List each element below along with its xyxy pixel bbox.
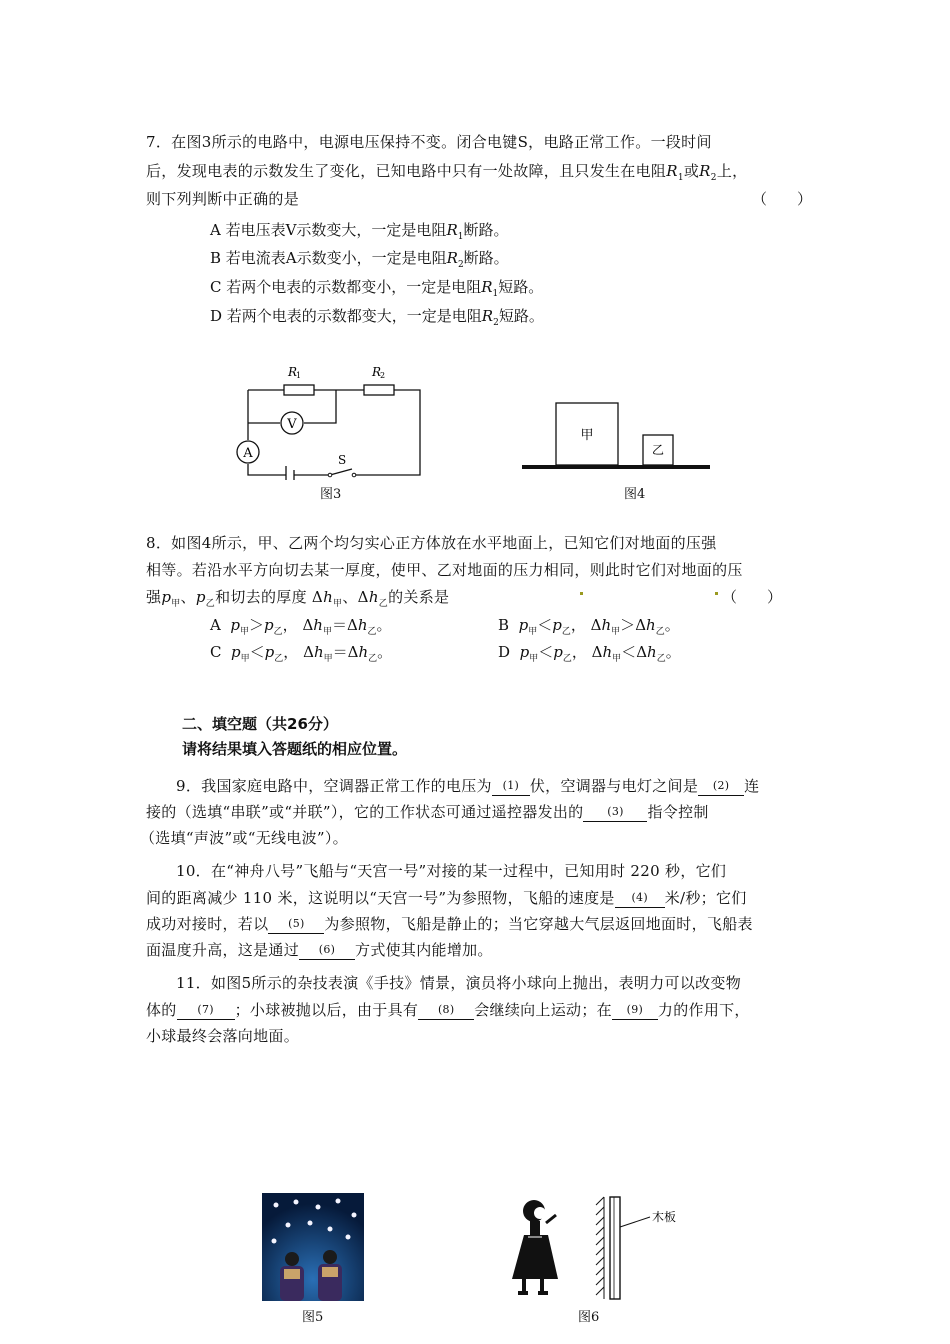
- svg-text:A: A: [243, 446, 253, 461]
- q9-line1: 9．我国家庭电路中，空调器正常工作的电压为 $^{(1)}$ 伏，空调器与电灯之间是 $^{(2)}$ 连: [176, 777, 760, 795]
- q11-line1: 11．如图5所示的杂技表演《手技》情景，演员将小球向上抛出，表明力可以改变物: [176, 974, 742, 992]
- q11-line2: 体的 $^{(7)}$ ；小球被抛以后，由于具有 $^{(8)}$ 会继续向上运动；在 $^{(9)}$ 力的作用下，: [146, 1001, 750, 1019]
- fig3-caption: 图3: [320, 487, 342, 502]
- q8-option-c: C $p_甲<p_乙$， $\Delta h_甲=\Delta h_乙$。: [210, 643, 393, 664]
- dot-marker: [580, 592, 583, 595]
- fig5-caption: 图5: [302, 1310, 324, 1325]
- q8-option-b: B $p_甲<p_乙$， $\Delta h_甲>\Delta h_乙$。: [498, 616, 680, 637]
- dot-marker: [715, 592, 718, 595]
- q10-line3: 成功对接时，若以 $^{(5)}$ 为参照物，飞船是静止的；当它穿越大气层返回地面时，飞船表: [146, 915, 753, 933]
- q8-line2: 相等。若沿水平方向切去某一厚度，使甲、乙对地面的压力相同，则此时它们对地面的压: [146, 561, 743, 579]
- q7-answer-paren: （ ）: [752, 190, 813, 208]
- blank-8: (8): [418, 1003, 474, 1020]
- q7-option-c: C 若两个电表的示数都变小，一定是电阻$R_1$短路。: [210, 278, 544, 299]
- r2-label: R: [372, 365, 382, 379]
- girl-silhouette: [512, 1200, 558, 1295]
- ammeter: [237, 441, 259, 463]
- q9-line2: 接的（选填“串联”或“并联”），它的工作状态可通过遥控器发出的 $^{(3)}$ 指令控制: [146, 803, 709, 821]
- fig4-caption: 图4: [624, 487, 646, 502]
- r1-sub: 1: [296, 371, 302, 380]
- blank-9: (9): [612, 1003, 658, 1020]
- blank-5: (5): [268, 917, 324, 934]
- svg-text:V: V: [287, 417, 297, 432]
- switch-label: S: [338, 453, 347, 467]
- q8-line3: 强$p_甲$、$p_乙$和切去的厚度 $\Delta h_甲$、$\Delta h_乙$的关系是: [146, 588, 450, 609]
- q8-answer-paren: （ ）: [722, 588, 783, 606]
- section-title: 二、填空题（共26分）: [182, 715, 338, 733]
- blank-7: (7): [177, 1003, 235, 1020]
- svg-text:甲: 甲: [580, 428, 594, 443]
- circuit-diagram: [228, 360, 438, 480]
- wall-hatching: [596, 1197, 604, 1299]
- q7-line3: 则下列判断中正确的是: [146, 190, 300, 208]
- cubes-diagram: [520, 398, 716, 476]
- q7-option-a: A 若电压表V示数变大，一定是电阻$R_1$断路。: [210, 221, 509, 242]
- q11-line3: 小球最终会落向地面。: [146, 1027, 300, 1045]
- juggling-photo: [262, 1193, 364, 1301]
- blank-4: (4): [615, 891, 665, 908]
- voltmeter: [281, 412, 303, 434]
- q8-line1: 8．如图4所示，甲、乙两个均匀实心正方体放在水平地面上，已知它们对地面的压强: [146, 534, 717, 552]
- blank-3: (3): [583, 805, 647, 822]
- q10-line1: 10．在“神舟八号”飞船与“天宫一号”对接的某一过程中，已知用时 220 秒，它们: [176, 862, 727, 880]
- board-label: 木板: [652, 1210, 677, 1224]
- wooden-board: [610, 1197, 620, 1299]
- board-diagram: [500, 1193, 700, 1303]
- svg-text:乙: 乙: [651, 443, 665, 457]
- r1-label: R: [288, 365, 298, 379]
- blank-1: (1): [492, 779, 530, 796]
- q7-option-d: D 若两个电表的示数都变大，一定是电阻$R_2$短路。: [210, 307, 544, 328]
- ground: [522, 465, 710, 469]
- q7-line2: 后，发现电表的示数发生了变化，已知电路中只有一处故障，且只发生在电阻$R_1$或$R_2$上，: [146, 162, 748, 183]
- q7-line1: 7．在图3所示的电路中，电源电压保持不变。闭合电键S，电路正常工作。一段时间: [146, 133, 712, 151]
- q10-line4: 面温度升高，这是通过 $^{(6)}$ 方式使其内能增加。: [146, 941, 493, 959]
- section-note: 请将结果填入答题纸的相应位置。: [182, 740, 408, 758]
- fig6-caption: 图6: [578, 1310, 600, 1325]
- q8-option-a: A $p_甲>p_乙$， $\Delta h_甲=\Delta h_乙$。: [210, 616, 392, 637]
- blank-2: (2): [698, 779, 744, 796]
- q9-line3: （选填“声波”或“无线电波”）。: [140, 829, 348, 847]
- r2-sub: 2: [380, 371, 386, 380]
- q8-option-d: D $p_甲<p_乙$， $\Delta h_甲<\Delta h_乙$。: [498, 643, 681, 664]
- q7-option-b: B 若电流表A示数变小，一定是电阻$R_2$断路。: [210, 249, 509, 270]
- q10-line2: 间的距离减少 110 米，这说明以“天宫一号”为参照物，飞船的速度是 $^{(4)}$ 米/秒；它们: [146, 889, 747, 907]
- blank-6: (6): [299, 943, 355, 960]
